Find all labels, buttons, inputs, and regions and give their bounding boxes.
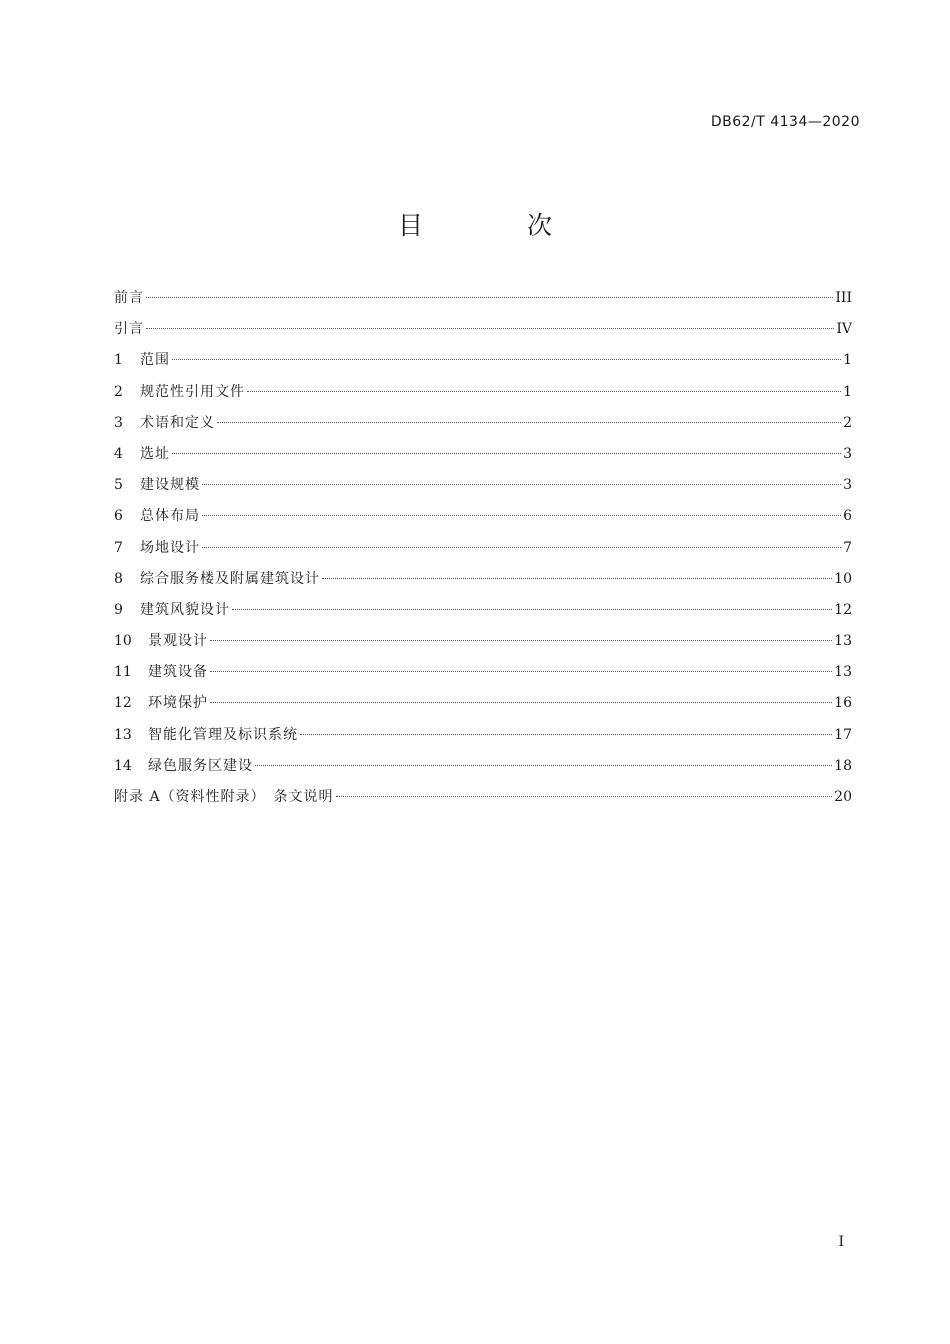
toc-leader-dots bbox=[210, 671, 832, 672]
toc-entry-label: 景观设计 bbox=[148, 633, 208, 650]
toc-entry-8[interactable] bbox=[114, 566, 852, 597]
toc-entry-number: 7 bbox=[114, 539, 123, 556]
toc-entry-label: 规范性引用文件 bbox=[140, 383, 245, 400]
table-of-contents bbox=[114, 285, 852, 815]
toc-entry-number: 3 bbox=[114, 414, 123, 431]
toc-entry-label: 术语和定义 bbox=[140, 414, 215, 431]
toc-entry-page: 13 bbox=[834, 633, 852, 650]
toc-entry-page: 12 bbox=[834, 601, 852, 618]
toc-entry-page: 1 bbox=[843, 352, 852, 369]
toc-entry-introduction[interactable] bbox=[114, 316, 852, 347]
toc-entry-label: 综合服务楼及附属建筑设计 bbox=[140, 570, 320, 587]
page-title: 目 次 bbox=[398, 211, 600, 240]
toc-leader-dots bbox=[146, 297, 833, 298]
page-number: I bbox=[838, 1234, 844, 1250]
toc-entry-page: 18 bbox=[834, 757, 852, 774]
toc-entry-label: 附录 A（资料性附录） 条文说明 bbox=[114, 789, 334, 805]
toc-entry-page: 10 bbox=[834, 570, 852, 587]
toc-leader-dots bbox=[232, 609, 832, 610]
toc-entry-number: 13 bbox=[114, 726, 132, 743]
toc-leader-dots bbox=[146, 328, 834, 329]
toc-entry-label: 建筑设备 bbox=[148, 664, 208, 681]
toc-leader-dots bbox=[210, 702, 832, 703]
toc-entry-appendix-a[interactable] bbox=[114, 784, 852, 815]
toc-entry-label: 场地设计 bbox=[140, 539, 200, 556]
toc-entry-1[interactable] bbox=[114, 347, 852, 378]
toc-entry-label: 绿色服务区建设 bbox=[148, 757, 253, 774]
toc-leader-dots bbox=[300, 734, 832, 735]
toc-entry-10[interactable] bbox=[114, 628, 852, 659]
toc-entry-page: 7 bbox=[843, 539, 852, 556]
toc-leader-dots bbox=[247, 391, 841, 392]
toc-entry-2[interactable] bbox=[114, 379, 852, 410]
toc-leader-dots bbox=[322, 578, 832, 579]
toc-entry-label: 智能化管理及标识系统 bbox=[148, 726, 298, 743]
toc-leader-dots bbox=[202, 484, 841, 485]
toc-entry-page: 1 bbox=[843, 383, 852, 400]
toc-entry-7[interactable] bbox=[114, 535, 852, 566]
toc-entry-page: 20 bbox=[834, 789, 852, 805]
toc-leader-dots bbox=[336, 796, 833, 797]
toc-leader-dots bbox=[210, 640, 832, 641]
toc-entry-label: 范围 bbox=[140, 352, 170, 369]
toc-entry-page: 3 bbox=[843, 477, 852, 494]
toc-entry-5[interactable] bbox=[114, 472, 852, 503]
toc-entry-number: 6 bbox=[114, 508, 123, 525]
toc-entry-page: 6 bbox=[843, 508, 852, 525]
toc-entry-label: 选址 bbox=[140, 445, 170, 462]
toc-entry-label: 建筑风貌设计 bbox=[140, 601, 230, 618]
toc-entry-page: 2 bbox=[843, 414, 852, 431]
toc-entry-number: 11 bbox=[114, 664, 132, 681]
toc-leader-dots bbox=[217, 422, 841, 423]
toc-entry-page: III bbox=[835, 290, 852, 306]
toc-entry-page: 16 bbox=[834, 695, 852, 712]
toc-entry-label: 建设规模 bbox=[140, 477, 200, 494]
toc-entry-foreword[interactable] bbox=[114, 285, 852, 316]
toc-entry-number: 14 bbox=[114, 757, 132, 774]
toc-entry-number: 8 bbox=[114, 570, 123, 587]
toc-entry-label: 前言 bbox=[114, 290, 144, 306]
toc-entry-label: 引言 bbox=[114, 321, 144, 338]
toc-leader-dots bbox=[172, 453, 841, 454]
toc-entry-9[interactable] bbox=[114, 597, 852, 628]
document-code: DB62/T 4134—2020 bbox=[710, 114, 860, 130]
toc-entry-number: 2 bbox=[114, 383, 123, 400]
toc-entry-11[interactable] bbox=[114, 659, 852, 690]
toc-entry-page: 17 bbox=[834, 726, 852, 743]
toc-entry-14[interactable] bbox=[114, 753, 852, 784]
toc-entry-4[interactable] bbox=[114, 441, 852, 472]
toc-entry-number: 5 bbox=[114, 477, 123, 494]
toc-entry-number: 1 bbox=[114, 352, 123, 369]
toc-entry-page: 3 bbox=[843, 445, 852, 462]
toc-leader-dots bbox=[255, 765, 832, 766]
toc-entry-page: IV bbox=[836, 321, 852, 338]
toc-entry-page: 13 bbox=[834, 664, 852, 681]
toc-leader-dots bbox=[202, 547, 841, 548]
toc-entry-12[interactable] bbox=[114, 690, 852, 721]
toc-entry-6[interactable] bbox=[114, 503, 852, 534]
toc-entry-number: 10 bbox=[114, 633, 132, 650]
toc-entry-number: 9 bbox=[114, 601, 123, 618]
toc-entry-number: 12 bbox=[114, 695, 132, 712]
toc-leader-dots bbox=[172, 359, 841, 360]
toc-entry-3[interactable] bbox=[114, 410, 852, 441]
toc-entry-label: 环境保护 bbox=[148, 695, 208, 712]
toc-entry-number: 4 bbox=[114, 445, 123, 462]
toc-entry-label: 总体布局 bbox=[140, 508, 200, 525]
toc-leader-dots bbox=[202, 515, 841, 516]
toc-entry-13[interactable] bbox=[114, 722, 852, 753]
